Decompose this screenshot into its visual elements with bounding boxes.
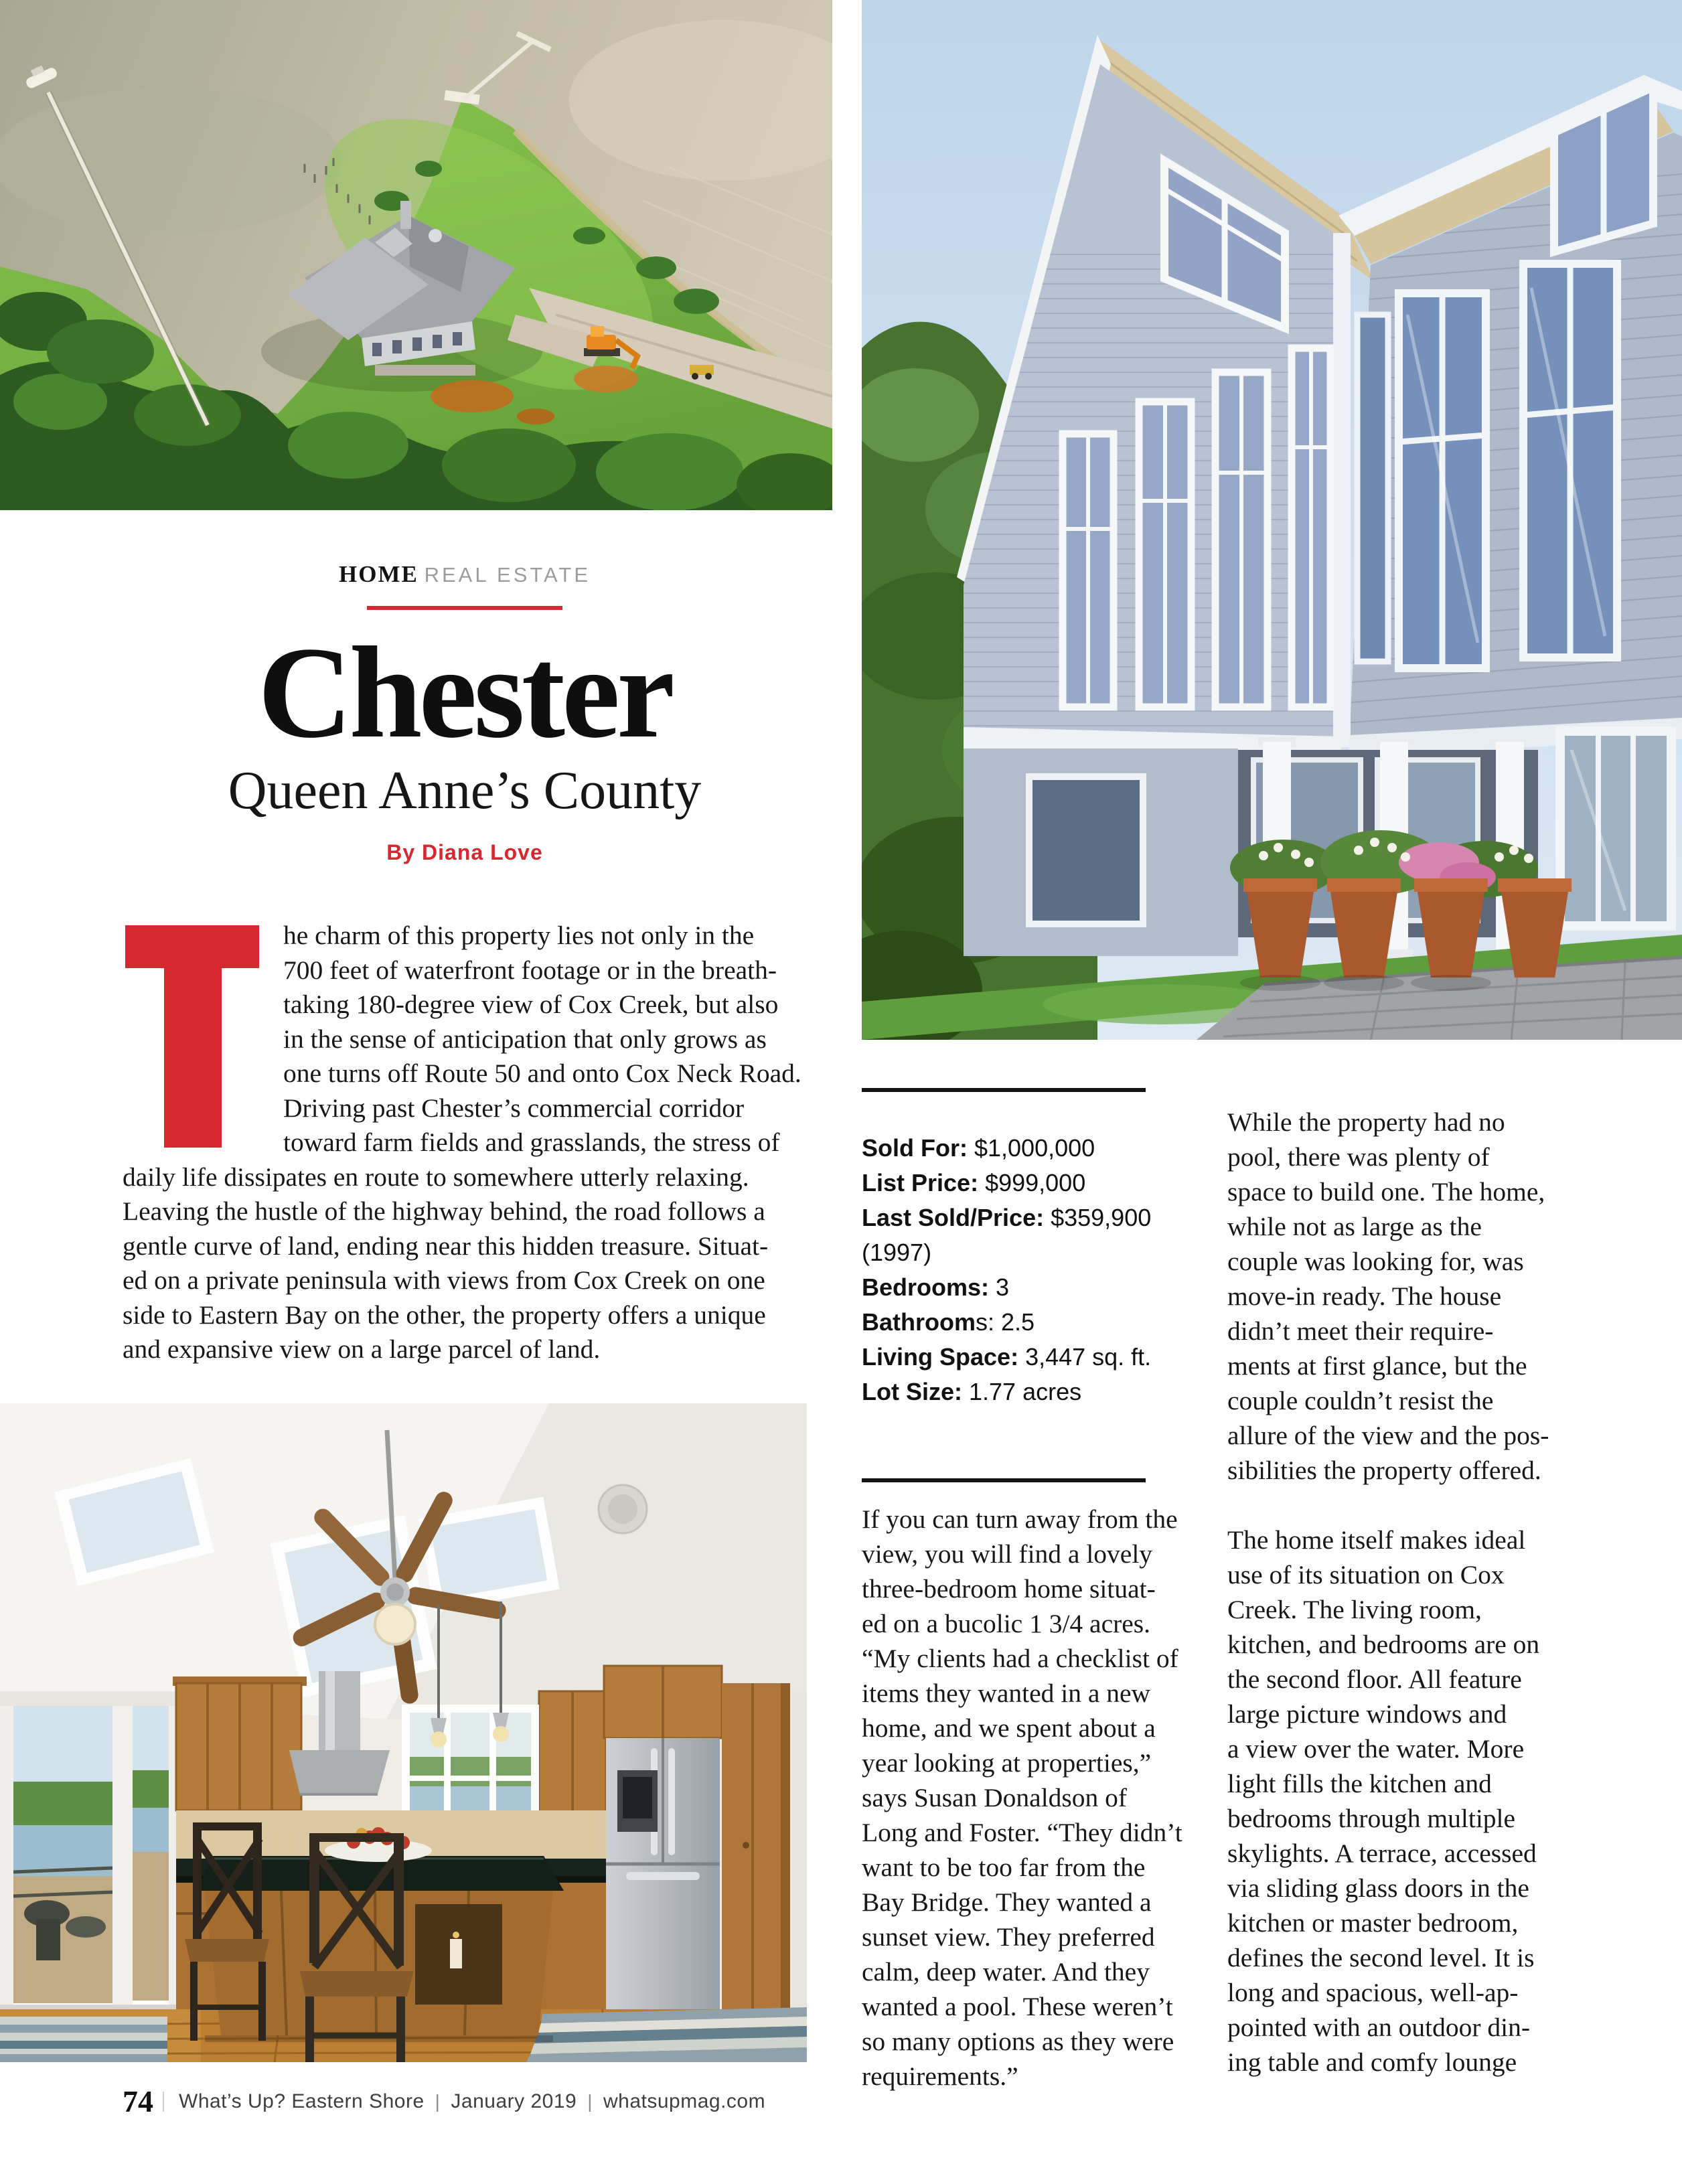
footer-divider bbox=[163, 2092, 164, 2112]
kitchen-interior-photo bbox=[0, 1403, 807, 2062]
page-number: 74 bbox=[123, 2084, 153, 2118]
drop-cap bbox=[125, 925, 262, 1148]
stat-row bbox=[862, 1375, 1146, 1409]
stat-label: Lot Size: bbox=[862, 1378, 969, 1405]
lede-indented-lines: he charm of this property lies not only in the 700 feet of waterfront footage or in the breath- taking 180-degree view of Cox Creek, but also in the sense of anticipation that only grows as one turns off Route 50 and onto Cox Neck Road. Driving past Chester’s commercial corridor toward farm fields and grasslands, the stress of bbox=[283, 921, 801, 1157]
byline: By Diana Love bbox=[386, 840, 543, 864]
stat-row bbox=[862, 1131, 1146, 1166]
pantry-cabinet bbox=[722, 1683, 807, 2062]
aerial-property-photo bbox=[0, 0, 832, 510]
property-stats-box bbox=[862, 1088, 1152, 1482]
stat-label: Bedrooms: bbox=[862, 1273, 996, 1301]
lower-window bbox=[1029, 777, 1143, 924]
stat-row bbox=[862, 1340, 1152, 1375]
kicker-home: HOME bbox=[339, 561, 418, 587]
house-exterior-photo bbox=[862, 0, 1682, 1040]
sliding-door-view bbox=[0, 1691, 176, 2013]
right-paragraph-1: While the property had no pool, there was plenty of space to build one. The home, while not as large as the couple was looking for, was move-in ready. The house didn’t meet their require- ments at first glance, but the couple couldn’t resist the allure of the view and the pos- sibilities the property offered. bbox=[1227, 1107, 1549, 1485]
stat-row bbox=[862, 1166, 1146, 1200]
kitchen-photo-graphic bbox=[0, 1403, 807, 2062]
footer-magazine: What’s Up? Eastern Shore bbox=[179, 2090, 425, 2112]
stat-value: (1997) bbox=[862, 1239, 932, 1266]
stat-value: s: 2.5 bbox=[976, 1308, 1035, 1336]
kicker-rule bbox=[367, 606, 562, 610]
stat-label: Bathroom bbox=[862, 1308, 976, 1336]
stat-label: Living Space: bbox=[862, 1343, 1026, 1371]
stat-row bbox=[862, 1235, 1146, 1270]
stat-value: 1.77 acres bbox=[969, 1378, 1082, 1405]
column-middle: If you can turn away from the view, you will find a lovely three-bedroom home situat- ed on a bucolic 1 3/4 acres. “My clients had a checklist of items they wanted in a new home, and we spent about a year looking at properties,” says Susan Donaldson of Long and Foster. “They didn’t want to be too far from the Bay Bridge. They wanted a sunset view. They preferred calm, deep water. And they wanted a pool. These weren’t so many options as they were requirements.” bbox=[862, 1504, 1182, 2091]
refrigerator bbox=[604, 1666, 722, 2022]
stat-value: 3,447 sq. ft. bbox=[1025, 1343, 1152, 1371]
right-paragraph-2: The home itself makes ideal use of its situation on Cox Creek. The living room, kitchen, and bedrooms are on the second floor. All feature large picture windows and a view over the water. More light fills the kitchen and bedrooms through multiple skylights. A terrace, accessed via sliding glass doors in the kitchen or master bedroom, defines the second level. It is long and spacious, well-ap- pointed with an outdoor din- ing table and comfy lounge bbox=[1227, 1525, 1540, 2077]
article-header bbox=[123, 561, 807, 865]
subtitle: Queen Anne’s County bbox=[228, 761, 702, 820]
stat-row bbox=[862, 1200, 1152, 1235]
stat-row bbox=[862, 1305, 1146, 1340]
kicker bbox=[123, 561, 807, 589]
lede-full-lines: daily life dissipates en route to somewhere utterly relaxing. Leaving the hustle of the highway behind, the road follows a gentle curve of land, ending near this hidden treasure. Situat- ed on a private peninsula with views from Cox Creek on one side to Eastern Bay on the other, the property offers a unique and expansive view on a large parcel of land. bbox=[123, 1162, 769, 1364]
corner-trim bbox=[1333, 233, 1351, 747]
sliding-doors bbox=[1555, 726, 1676, 931]
stat-value: $999,000 bbox=[985, 1169, 1086, 1196]
footer-separator: | bbox=[435, 2090, 441, 2112]
stat-label: Last Sold/Price: bbox=[862, 1204, 1051, 1231]
stat-value: 3 bbox=[996, 1273, 1010, 1301]
page-title: Chester bbox=[257, 620, 672, 765]
stat-row bbox=[862, 1270, 1146, 1305]
stat-value: $359,900 bbox=[1051, 1204, 1152, 1231]
column-right bbox=[1227, 1105, 1579, 2080]
kicker-section: REAL ESTATE bbox=[424, 563, 591, 587]
lede-paragraph bbox=[123, 919, 832, 1367]
footer-site: whatsupmag.com bbox=[603, 2090, 766, 2112]
house-photo-graphic bbox=[862, 0, 1682, 1040]
stat-label: Sold For: bbox=[862, 1134, 974, 1162]
first-floor bbox=[964, 718, 1682, 961]
page-footer bbox=[123, 2084, 765, 2119]
stat-label: List Price: bbox=[862, 1169, 986, 1196]
footer-date: January 2019 bbox=[451, 2090, 577, 2112]
footer-text bbox=[179, 2090, 765, 2113]
aerial-photo-graphic bbox=[0, 0, 832, 510]
stat-value: $1,000,000 bbox=[974, 1134, 1095, 1162]
footer-separator: | bbox=[587, 2090, 593, 2112]
